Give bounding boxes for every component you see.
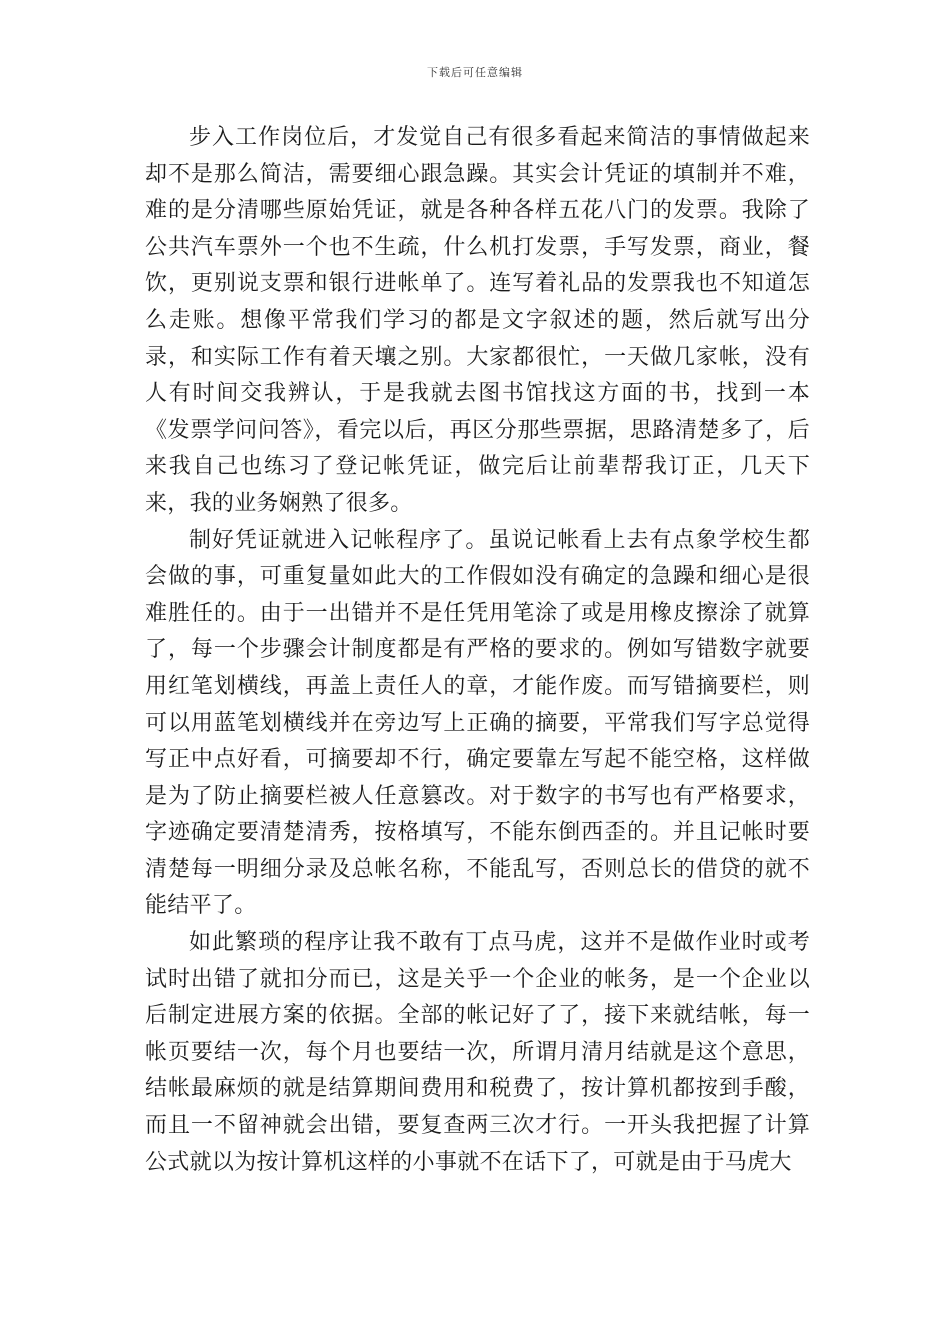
paragraph-1: 步入工作岗位后，才发觉自己有很多看起来简洁的事情做起来却不是那么简洁，需要细心跟急躁。其实会计凭证的填制并不难，难的是分清哪些原始凭证，就是各种各样五花八门的发票。我除了公共汽车票外一个也不生疏，什么机打发票，手写发票，商业，餐饮，更别说支票和银行进帐单了。连写着礼品的发票我也不知道怎么走账。想像平常我们学习的都是文字叙述的题，然后就写出分录，和实际工作有着天壤之别。大家都很忙，一天做几家帐，没有人有时间交我辨认，于是我就去图书馆找这方面的书，找到一本《发票学问问答》，看完以后，再区分那些票据，思路清楚多了，后来我自己也练习了登记帐凭证，做完后让前辈帮我订正，几天下来，我的业务娴熟了很多。 (145, 125, 810, 516)
document-body (145, 120, 810, 1181)
page-header: 下载后可任意编辑 (427, 66, 523, 79)
paragraph-3: 如此繁琐的程序让我不敢有丁点马虎，这并不是做作业时或考试时出错了就扣分而已，这是关乎一个企业的帐务，是一个企业以后制定进展方案的依据。全部的帐记好了了，接下来就结帐，每一帐页要结一次，每个月也要结一次，所谓月清月结就是这个意思，结帐最麻烦的就是结算期间费用和税费了，按计算机都按到手酸，而且一不留神就会出错，要复查两三次才行。一开头我把握了计算公式就以为按计算机这样的小事就不在话下了，可就是由于马虎大 (145, 930, 810, 1175)
paragraph-2: 制好凭证就进入记帐程序了。虽说记帐看上去有点象学校生都会做的事，可重复量如此大的工作假如没有确定的急躁和细心是很难胜任的。由于一出错并不是任凭用笔涂了或是用橡皮擦涂了就算了，每一个步骤会计制度都是有严格的要求的。例如写错数字就要用红笔划横线，再盖上责任人的章，才能作废。而写错摘要栏，则可以用蓝笔划横线并在旁边写上正确的摘要，平常我们写字总觉得写正中点好看，可摘要却不行，确定要靠左写起不能空格，这样做是为了防止摘要栏被人任意篡改。对于数字的书写也有严格要求，字迹确定要清楚清秀，按格填写，不能东倒西歪的。并且记帐时要清楚每一明细分录及总帐名称，不能乱写，否则总长的借贷的就不能结平了。 (145, 527, 810, 919)
